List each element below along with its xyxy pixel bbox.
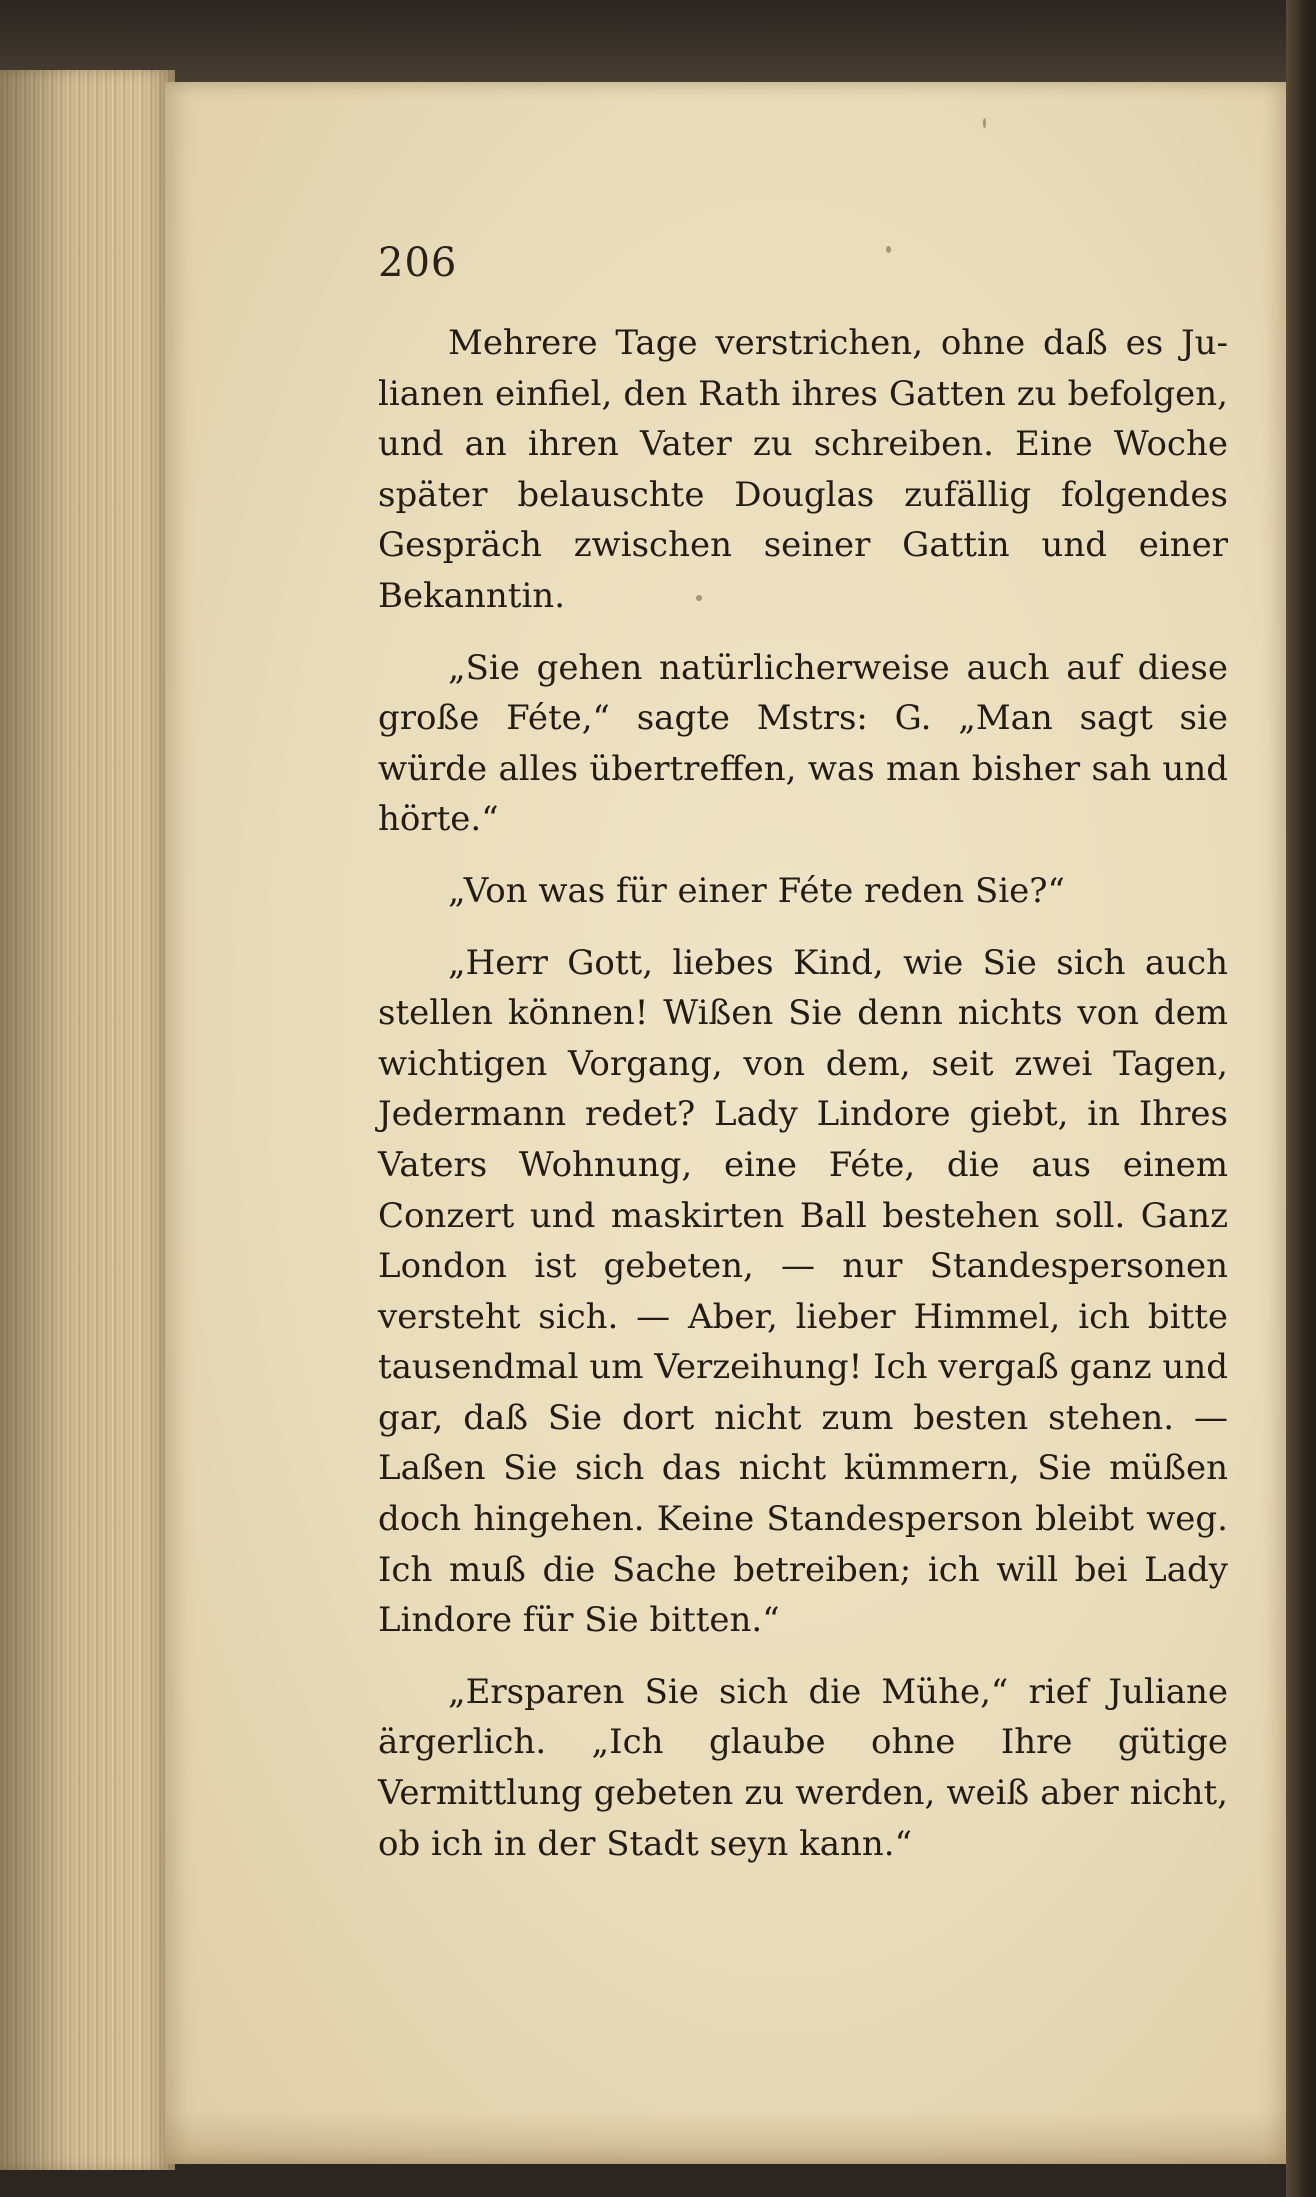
paper-speck (983, 118, 986, 128)
paragraph: „Ersparen Sie sich die Mühe,“ rief Juliane ärgerlich. „Ich glaube ohne Ihre gütige Vermittlung gebeten zu werden, weiß aber nicht, ob ich in der Stadt seyn kann.“ (378, 1671, 1228, 1864)
page-number: 206 (378, 240, 458, 286)
paper-speck (886, 246, 891, 253)
page-bottom-shadow (165, 2110, 1286, 2164)
page-edges-shadow (0, 70, 175, 2170)
paragraph: „Herr Gott, liebes Kind, wie Sie sich auch stellen können! Wißen Sie denn nichts von dem wichtigen Vorgang, von dem, seit zwei Tagen, Jedermann redet? Lady Lindore giebt, in Ihres Vaters Wohnung, eine Féte, die aus einem Conzert und maskirten Ball bestehen soll. Ganz London ist gebeten, — nur Standespersonen versteht sich. — Aber, lieber Himmel, ich bitte tausendmal um Verzeihung! Ich vergaß ganz und gar, daß Sie dort nicht zum besten stehen. — Laßen Sie sich das nicht kümmern, Sie müßen doch hingehen. Keine Standesperson bleibt weg. Ich muß die Sache betreiben; ich will bei Lady Lindore für Sie bitten.“ (378, 942, 1228, 1641)
paragraph: Mehrere Tage verstrichen, ohne daß es Julianen einfiel, den Rath ihres Gatten zu befolgen, und an ihren Vater zu schreiben. Eine Woche später belauschte Douglas zufällig folgendes Gespräch zwischen seiner Gattin und einer Bekanntin. (378, 323, 1228, 616)
paragraph: „Von was für einer Féte reden Sie?“ (448, 870, 1065, 911)
book-cover-top (0, 0, 1316, 90)
paragraph: „Sie gehen natürlicherweise auch auf diese große Féte,“ sagte Mstrs: G. „Man sagt sie würde alles übertreffen, was man bisher sah und hörte.“ (378, 647, 1228, 840)
book-binding-edge (1286, 0, 1316, 2197)
text-block (378, 318, 1228, 1869)
